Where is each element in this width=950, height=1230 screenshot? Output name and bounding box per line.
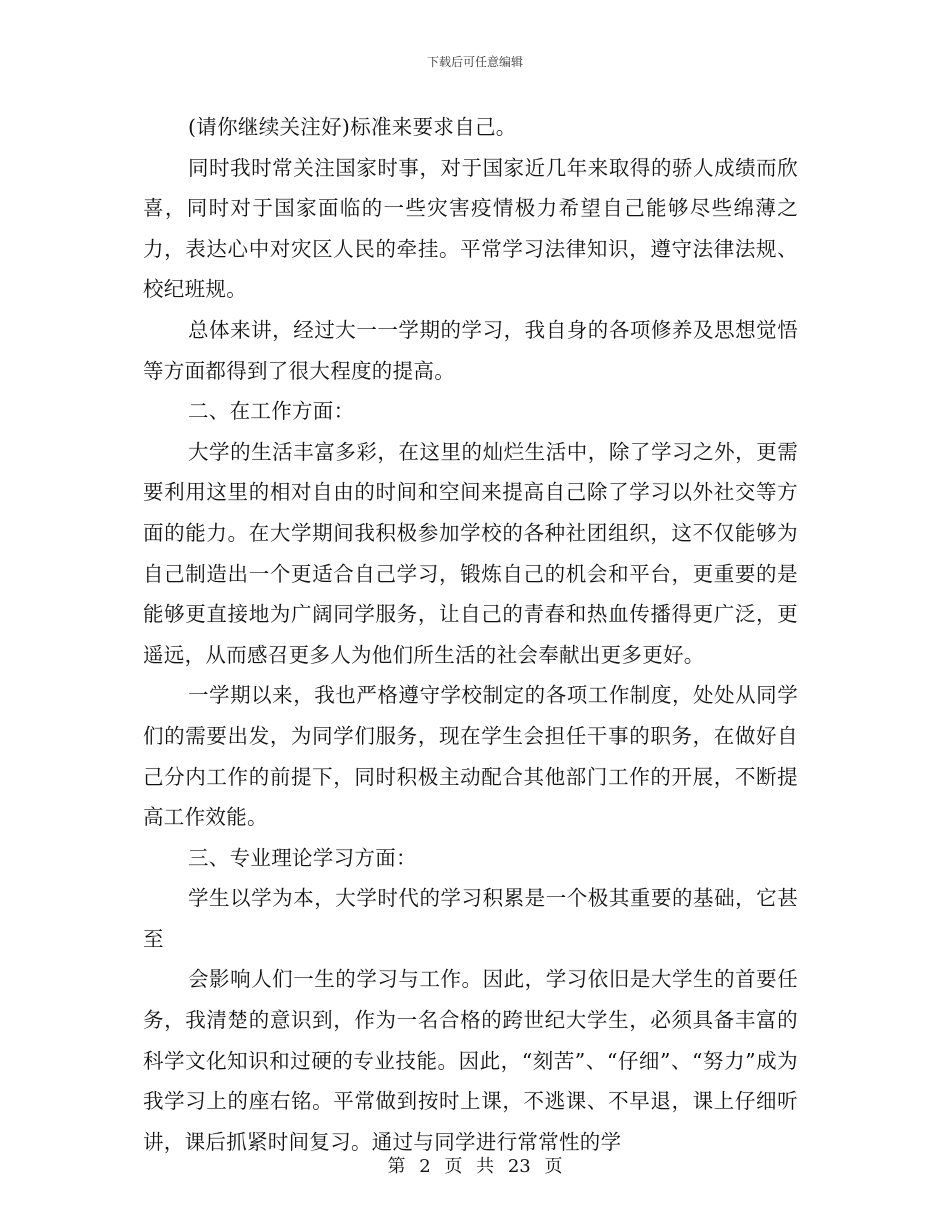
document-body — [143, 107, 798, 1162]
paragraph: 一学期以来，我也严格遵守学校制定的各项工作制度，处处从同学们的需要出发，为同学们服务，现在学生会担任干事的职务，在做好自己分内工作的前提下，同时积极主动配合其他部门工作的开展，不断提高工作效能。 — [143, 683, 798, 830]
page-header: 下载后可任意编辑 — [426, 55, 523, 69]
paragraph: 大学的生活丰富多彩，在这里的灿烂生活中，除了学习之外，更需要利用这里的相对自由的时间和空间来提高自己除了学习以外社交等方面的能力。在大学期间我积极参加学校的各种社团组织，这不仅能够为自己制造出一个更适合自己学习，锻炼自己的机会和平台，更重要的是能够更直接地为广阔同学服务，让自己的青春和热血传播得更广泛，更遥远，从而感召更多人为他们所生活的社会奉献出更多更好。 — [143, 439, 798, 667]
paragraph: 同时我时常关注国家时事，对于国家近几年来取得的骄人成绩而欣喜，同时对于国家面临的一些灾害疫情极力希望自己能够尽些绵薄之力，表达心中对灾区人民的牵挂。平常学习法律知识，遵守法律法规、校纪班规。 — [143, 155, 798, 302]
paragraph: 会影响人们一生的学习与工作。因此，学习依旧是大学生的首要任务，我清楚的意识到，作为一名合格的跨世纪大学生，必须具备丰富的科学文化知识和过硬的专业技能。因此，“刻苦”、“仔细”、“努力”成为我学习上的座右铭。平常做到按时上课，不逃课、不早退，课上仔细听讲，课后抓紧时间复习。通过与同学进行常常性的学 — [143, 967, 798, 1154]
page-number-footer: 第 2 页 共 23 页 — [387, 1156, 563, 1177]
section-heading: 二、在工作方面： — [188, 399, 355, 424]
paragraph: (请你继续关注好)标准来要求自己。 — [188, 115, 517, 139]
paragraph: 学生以学为本，大学时代的学习积累是一个极其重要的基础，它甚至 — [143, 886, 798, 951]
paragraph: 总体来讲，经过大一一学期的学习，我自身的各项修养及思想觉悟等方面都得到了很大程度的提高。 — [143, 317, 798, 383]
section-heading: 三、专业理论学习方面： — [188, 845, 417, 870]
